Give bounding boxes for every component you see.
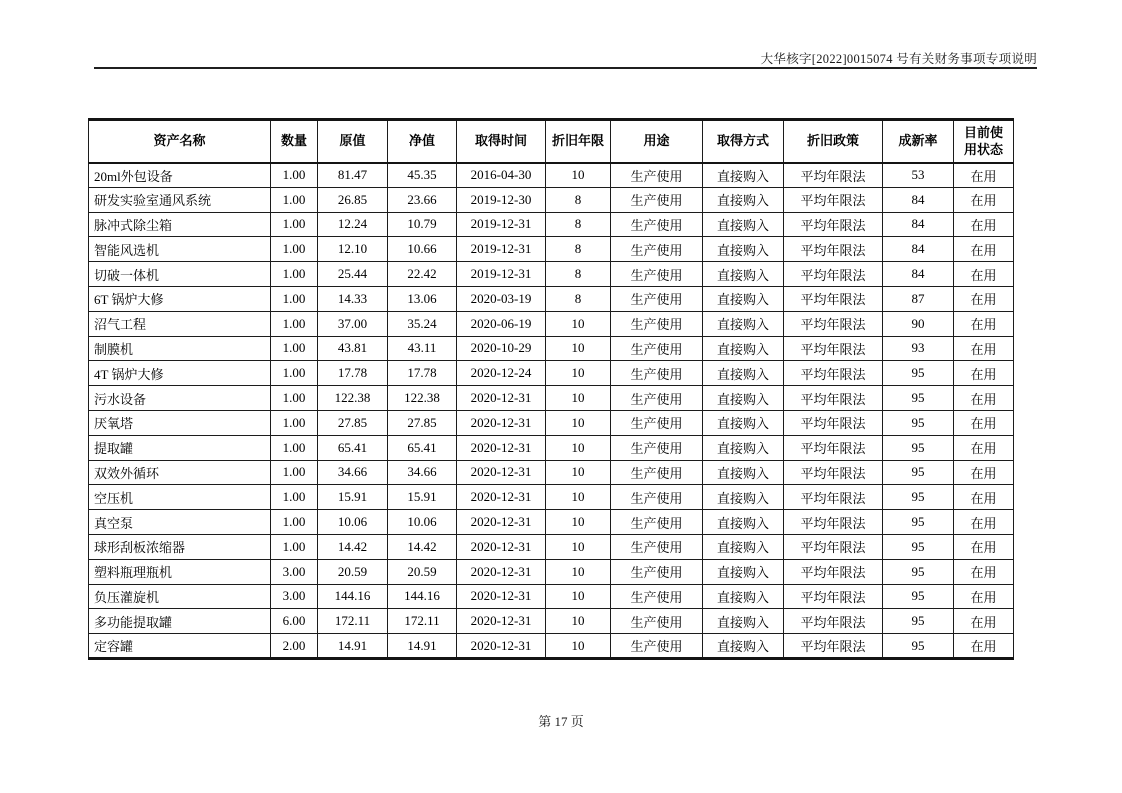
cell-original: 14.33 [318,286,388,311]
cell-qty: 1.00 [271,336,318,361]
asset-table [88,118,1014,660]
cell-net: 14.91 [388,634,457,659]
cell-policy: 平均年限法 [784,510,883,535]
cell-name: 研发实验室通风系统 [89,187,271,212]
cell-acquired: 2019-12-30 [457,187,546,212]
cell-use: 生产使用 [611,435,703,460]
cell-years: 10 [546,311,611,336]
table-row [89,410,1014,435]
cell-net: 17.78 [388,361,457,386]
cell-acquired: 2020-12-31 [457,559,546,584]
cell-name: 制膜机 [89,336,271,361]
cell-name: 污水设备 [89,386,271,411]
table-row [89,311,1014,336]
cell-policy: 平均年限法 [784,262,883,287]
column-header-qty: 数量 [271,120,318,163]
cell-original: 10.06 [318,510,388,535]
cell-net: 43.11 [388,336,457,361]
cell-use: 生产使用 [611,534,703,559]
cell-qty: 1.00 [271,311,318,336]
cell-newness: 95 [883,534,954,559]
cell-status: 在用 [954,435,1014,460]
cell-use: 生产使用 [611,262,703,287]
table-row [89,584,1014,609]
cell-method: 直接购入 [703,212,784,237]
cell-method: 直接购入 [703,460,784,485]
cell-status: 在用 [954,262,1014,287]
cell-qty: 1.00 [271,534,318,559]
cell-years: 10 [546,485,611,510]
cell-policy: 平均年限法 [784,634,883,659]
cell-method: 直接购入 [703,485,784,510]
table-row [89,361,1014,386]
table-row [89,435,1014,460]
cell-name: 塑料瓶理瓶机 [89,559,271,584]
cell-name: 智能风选机 [89,237,271,262]
cell-qty: 1.00 [271,163,318,188]
cell-original: 81.47 [318,163,388,188]
cell-newness: 95 [883,435,954,460]
cell-use: 生产使用 [611,237,703,262]
cell-acquired: 2019-12-31 [457,212,546,237]
cell-newness: 95 [883,485,954,510]
cell-use: 生产使用 [611,609,703,634]
cell-qty: 1.00 [271,286,318,311]
cell-name: 双效外循环 [89,460,271,485]
cell-status: 在用 [954,336,1014,361]
cell-name: 沼气工程 [89,311,271,336]
cell-acquired: 2020-12-31 [457,460,546,485]
cell-use: 生产使用 [611,510,703,535]
cell-acquired: 2020-12-31 [457,435,546,460]
cell-newness: 95 [883,460,954,485]
cell-policy: 平均年限法 [784,212,883,237]
cell-acquired: 2020-12-24 [457,361,546,386]
cell-acquired: 2020-12-31 [457,510,546,535]
cell-use: 生产使用 [611,361,703,386]
cell-acquired: 2019-12-31 [457,262,546,287]
cell-policy: 平均年限法 [784,460,883,485]
cell-method: 直接购入 [703,336,784,361]
cell-net: 45.35 [388,163,457,188]
cell-method: 直接购入 [703,163,784,188]
cell-name: 负压灌旋机 [89,584,271,609]
cell-years: 8 [546,212,611,237]
cell-method: 直接购入 [703,187,784,212]
cell-status: 在用 [954,386,1014,411]
page-number: 第 17 页 [538,714,584,729]
cell-status: 在用 [954,510,1014,535]
column-header-method: 取得方式 [703,120,784,163]
table-row [89,386,1014,411]
cell-qty: 1.00 [271,187,318,212]
cell-newness: 84 [883,187,954,212]
cell-newness: 90 [883,311,954,336]
column-header-original: 原值 [318,120,388,163]
cell-policy: 平均年限法 [784,609,883,634]
cell-status: 在用 [954,609,1014,634]
cell-qty: 1.00 [271,361,318,386]
cell-newness: 95 [883,584,954,609]
document-header-title: 大华核字[2022]0015074 号有关财务事项专项说明 [760,52,1037,66]
cell-status: 在用 [954,485,1014,510]
cell-net: 35.24 [388,311,457,336]
cell-acquired: 2020-12-31 [457,634,546,659]
table-row [89,510,1014,535]
cell-net: 23.66 [388,187,457,212]
cell-policy: 平均年限法 [784,187,883,212]
table-row [89,609,1014,634]
cell-qty: 3.00 [271,559,318,584]
cell-acquired: 2020-03-19 [457,286,546,311]
cell-qty: 6.00 [271,609,318,634]
cell-policy: 平均年限法 [784,311,883,336]
cell-name: 厌氧塔 [89,410,271,435]
cell-status: 在用 [954,584,1014,609]
cell-acquired: 2020-10-29 [457,336,546,361]
header-divider [94,67,1037,69]
cell-policy: 平均年限法 [784,237,883,262]
cell-newness: 84 [883,237,954,262]
cell-original: 14.42 [318,534,388,559]
cell-acquired: 2016-04-30 [457,163,546,188]
cell-newness: 95 [883,634,954,659]
column-header-newness: 成新率 [883,120,954,163]
cell-net: 122.38 [388,386,457,411]
cell-status: 在用 [954,187,1014,212]
cell-qty: 1.00 [271,485,318,510]
cell-newness: 95 [883,510,954,535]
cell-net: 15.91 [388,485,457,510]
column-header-acquired: 取得时间 [457,120,546,163]
cell-original: 37.00 [318,311,388,336]
cell-name: 提取罐 [89,435,271,460]
column-header-policy: 折旧政策 [784,120,883,163]
cell-years: 10 [546,510,611,535]
cell-status: 在用 [954,286,1014,311]
cell-method: 直接购入 [703,435,784,460]
cell-years: 10 [546,634,611,659]
cell-use: 生产使用 [611,559,703,584]
cell-net: 20.59 [388,559,457,584]
cell-original: 26.85 [318,187,388,212]
column-header-use: 用途 [611,120,703,163]
cell-original: 12.10 [318,237,388,262]
cell-net: 10.79 [388,212,457,237]
cell-years: 10 [546,410,611,435]
table-row [89,286,1014,311]
cell-policy: 平均年限法 [784,435,883,460]
cell-method: 直接购入 [703,609,784,634]
cell-years: 8 [546,187,611,212]
cell-years: 10 [546,435,611,460]
cell-method: 直接购入 [703,361,784,386]
cell-acquired: 2020-12-31 [457,609,546,634]
cell-net: 10.66 [388,237,457,262]
cell-net: 13.06 [388,286,457,311]
cell-method: 直接购入 [703,237,784,262]
cell-original: 12.24 [318,212,388,237]
cell-use: 生产使用 [611,410,703,435]
cell-years: 8 [546,237,611,262]
cell-qty: 1.00 [271,460,318,485]
cell-acquired: 2020-12-31 [457,534,546,559]
cell-status: 在用 [954,460,1014,485]
cell-use: 生产使用 [611,634,703,659]
cell-years: 10 [546,584,611,609]
table-row [89,634,1014,659]
cell-policy: 平均年限法 [784,163,883,188]
cell-years: 10 [546,386,611,411]
cell-qty: 1.00 [271,510,318,535]
cell-method: 直接购入 [703,534,784,559]
cell-use: 生产使用 [611,336,703,361]
table-row [89,187,1014,212]
table-row [89,163,1014,188]
cell-newness: 95 [883,609,954,634]
cell-use: 生产使用 [611,485,703,510]
table-row [89,336,1014,361]
cell-original: 172.11 [318,609,388,634]
cell-method: 直接购入 [703,286,784,311]
cell-acquired: 2020-12-31 [457,485,546,510]
page-footer [0,711,1122,730]
cell-policy: 平均年限法 [784,286,883,311]
cell-status: 在用 [954,534,1014,559]
table-row [89,460,1014,485]
cell-acquired: 2020-12-31 [457,410,546,435]
cell-net: 27.85 [388,410,457,435]
table-row [89,212,1014,237]
cell-method: 直接购入 [703,410,784,435]
cell-use: 生产使用 [611,163,703,188]
cell-years: 10 [546,460,611,485]
cell-status: 在用 [954,212,1014,237]
cell-status: 在用 [954,311,1014,336]
cell-policy: 平均年限法 [784,485,883,510]
cell-acquired: 2019-12-31 [457,237,546,262]
cell-method: 直接购入 [703,510,784,535]
cell-newness: 95 [883,361,954,386]
cell-original: 65.41 [318,435,388,460]
cell-name: 空压机 [89,485,271,510]
cell-name: 真空泵 [89,510,271,535]
cell-name: 4T 锅炉大修 [89,361,271,386]
cell-net: 172.11 [388,609,457,634]
cell-qty: 1.00 [271,386,318,411]
cell-use: 生产使用 [611,212,703,237]
cell-status: 在用 [954,410,1014,435]
table-row [89,237,1014,262]
cell-policy: 平均年限法 [784,534,883,559]
cell-original: 14.91 [318,634,388,659]
table-row [89,485,1014,510]
cell-qty: 1.00 [271,212,318,237]
cell-years: 10 [546,609,611,634]
cell-net: 34.66 [388,460,457,485]
cell-qty: 1.00 [271,410,318,435]
cell-original: 25.44 [318,262,388,287]
cell-original: 122.38 [318,386,388,411]
cell-years: 10 [546,336,611,361]
cell-acquired: 2020-12-31 [457,584,546,609]
cell-newness: 95 [883,386,954,411]
cell-method: 直接购入 [703,262,784,287]
cell-years: 10 [546,163,611,188]
table-row [89,262,1014,287]
cell-name: 20ml外包设备 [89,163,271,188]
cell-name: 切破一体机 [89,262,271,287]
cell-qty: 3.00 [271,584,318,609]
cell-policy: 平均年限法 [784,410,883,435]
cell-use: 生产使用 [611,286,703,311]
cell-policy: 平均年限法 [784,386,883,411]
cell-years: 10 [546,559,611,584]
cell-acquired: 2020-12-31 [457,386,546,411]
cell-policy: 平均年限法 [784,559,883,584]
cell-net: 65.41 [388,435,457,460]
cell-policy: 平均年限法 [784,361,883,386]
column-header-name: 资产名称 [89,120,271,163]
column-header-years: 折旧年限 [546,120,611,163]
cell-newness: 95 [883,410,954,435]
cell-status: 在用 [954,163,1014,188]
cell-method: 直接购入 [703,386,784,411]
column-header-net: 净值 [388,120,457,163]
table-row [89,534,1014,559]
column-header-status: 目前使用状态 [954,120,1014,163]
cell-net: 22.42 [388,262,457,287]
cell-name: 多功能提取罐 [89,609,271,634]
cell-name: 脉冲式除尘箱 [89,212,271,237]
table-row [89,559,1014,584]
cell-status: 在用 [954,634,1014,659]
cell-method: 直接购入 [703,634,784,659]
asset-table-head [89,120,1014,163]
cell-qty: 2.00 [271,634,318,659]
cell-policy: 平均年限法 [784,584,883,609]
cell-newness: 93 [883,336,954,361]
cell-method: 直接购入 [703,559,784,584]
cell-newness: 95 [883,559,954,584]
cell-original: 20.59 [318,559,388,584]
cell-original: 34.66 [318,460,388,485]
cell-status: 在用 [954,361,1014,386]
cell-original: 43.81 [318,336,388,361]
cell-years: 8 [546,286,611,311]
cell-method: 直接购入 [703,584,784,609]
cell-acquired: 2020-06-19 [457,311,546,336]
cell-net: 10.06 [388,510,457,535]
cell-qty: 1.00 [271,435,318,460]
cell-name: 定容罐 [89,634,271,659]
cell-policy: 平均年限法 [784,336,883,361]
cell-use: 生产使用 [611,460,703,485]
cell-years: 10 [546,534,611,559]
cell-original: 15.91 [318,485,388,510]
cell-use: 生产使用 [611,311,703,336]
cell-status: 在用 [954,237,1014,262]
cell-status: 在用 [954,559,1014,584]
cell-newness: 84 [883,262,954,287]
cell-use: 生产使用 [611,187,703,212]
cell-newness: 53 [883,163,954,188]
cell-newness: 87 [883,286,954,311]
cell-net: 14.42 [388,534,457,559]
cell-name: 球形刮板浓缩器 [89,534,271,559]
cell-use: 生产使用 [611,584,703,609]
cell-original: 144.16 [318,584,388,609]
cell-qty: 1.00 [271,237,318,262]
cell-name: 6T 锅炉大修 [89,286,271,311]
cell-newness: 84 [883,212,954,237]
cell-use: 生产使用 [611,386,703,411]
asset-table-body [89,163,1014,659]
cell-original: 17.78 [318,361,388,386]
cell-method: 直接购入 [703,311,784,336]
cell-original: 27.85 [318,410,388,435]
header-row [89,120,1014,163]
cell-years: 8 [546,262,611,287]
cell-net: 144.16 [388,584,457,609]
cell-years: 10 [546,361,611,386]
cell-qty: 1.00 [271,262,318,287]
